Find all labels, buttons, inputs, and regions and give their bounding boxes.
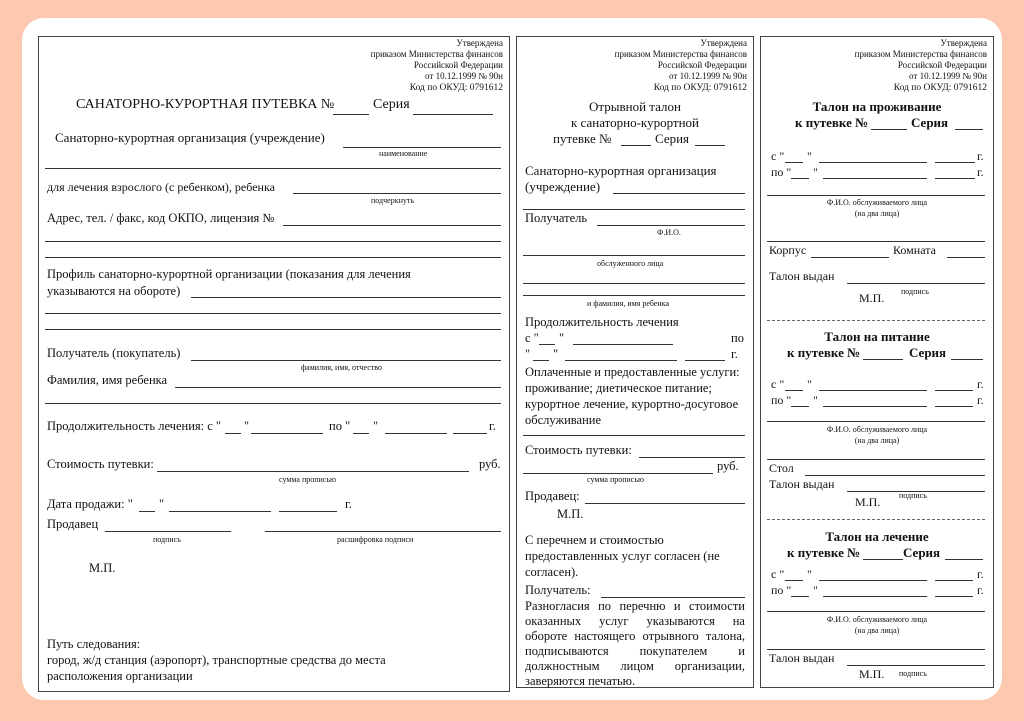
stub-disagreement-note: Разногласия по перечню и стоимости оказанных услуг указываются на обороте настоящего отрывного талона, подписываются покупателем и должностным лицом организации, заверяются печатью. xyxy=(525,599,745,688)
living-to-month[interactable] xyxy=(823,178,927,179)
voucher-series-field[interactable] xyxy=(413,114,493,115)
caption-sign: подпись xyxy=(153,535,181,544)
org-field-2[interactable] xyxy=(45,168,501,169)
living-issued-field[interactable] xyxy=(847,283,985,284)
living-number-field[interactable] xyxy=(871,129,907,130)
coupons-panel xyxy=(760,36,994,688)
seller-label: Продавец xyxy=(47,517,99,531)
profile-field-2[interactable] xyxy=(45,313,501,314)
org-label: Санаторно-курортная организация (учреждение) xyxy=(55,130,325,145)
treatment-fio-field[interactable] xyxy=(767,611,985,612)
stub-cost-field[interactable] xyxy=(639,457,745,458)
duration-to-year[interactable] xyxy=(453,433,487,434)
treatment-from-day[interactable] xyxy=(785,580,803,581)
org-field[interactable] xyxy=(343,147,501,148)
from-label: с " xyxy=(771,377,785,391)
caption-fio: Ф.И.О. обслуживаемого лица xyxy=(826,198,928,207)
stub-org-field[interactable] xyxy=(613,193,745,194)
stub-paid-3: курортное лечение, курортно-досуговое xyxy=(525,397,739,411)
treatment-label: для лечения взрослого (с ребенком), ребенка xyxy=(47,180,275,194)
living-stamp-place: М.П. xyxy=(859,291,885,305)
food-fio-field[interactable] xyxy=(767,421,985,422)
stub-cost-field-2[interactable] xyxy=(523,473,713,474)
child-label: Фамилия, имя ребенка xyxy=(47,373,168,387)
from-label: с " xyxy=(771,567,785,581)
to-label: по " xyxy=(771,165,792,179)
stub-series-label: Серия xyxy=(655,131,690,146)
food-series-field[interactable] xyxy=(951,359,983,360)
rub-label: руб. xyxy=(479,457,501,471)
stub-to-year[interactable] xyxy=(685,360,725,361)
treatment-stamp-place: М.П. xyxy=(859,667,885,681)
voucher-title: САНАТОРНО-КУРОРТНАЯ ПУТЕВКА № xyxy=(76,97,335,112)
quote: " xyxy=(159,497,165,511)
year-suffix: г. xyxy=(977,583,984,597)
duration-to-label: по " xyxy=(329,419,351,433)
caption-sum: сумма прописью xyxy=(279,475,336,484)
voucher-series-label: Серия xyxy=(373,97,410,112)
food-stamp-place: М.П. xyxy=(855,495,881,509)
duration-to-day[interactable] xyxy=(353,433,369,434)
sale-date-day[interactable] xyxy=(139,511,155,512)
stub-recipient-field[interactable] xyxy=(597,225,745,226)
komnata-field[interactable] xyxy=(947,257,985,258)
duration-to-month[interactable] xyxy=(385,433,447,434)
address-field[interactable] xyxy=(283,225,501,226)
okud-code: Код по ОКУД: 0791612 xyxy=(893,83,987,93)
treatment-coupon-title: Талон на лечение xyxy=(825,529,929,544)
caption-sum: сумма прописью xyxy=(587,475,644,484)
okud-code: Код по ОКУД: 0791612 xyxy=(653,83,747,93)
stub-seller-field[interactable] xyxy=(585,503,745,504)
stub-rub-label: руб. xyxy=(717,459,739,473)
quote: " xyxy=(244,419,250,433)
stub-recipient-field-2[interactable] xyxy=(523,255,745,256)
cost-field[interactable] xyxy=(157,471,469,472)
caption-decode: расшифровка подписи xyxy=(337,535,414,544)
caption-sign: подпись xyxy=(899,491,927,500)
stub-title-1: Отрывной талон xyxy=(589,99,681,114)
quote: " xyxy=(373,419,379,433)
stub-number-label: путевке № xyxy=(553,131,612,146)
year-suffix: г. xyxy=(977,567,984,581)
quote: " xyxy=(525,347,531,361)
stub-recipient-field-3[interactable] xyxy=(523,283,745,284)
caption-served: обслуженного лица xyxy=(597,259,664,268)
caption-two: (на два лица) xyxy=(854,209,900,218)
treatment-series-field[interactable] xyxy=(945,559,983,560)
seller-sign-field[interactable] xyxy=(105,531,231,532)
quote: " xyxy=(807,567,812,581)
living-fio-field[interactable] xyxy=(767,195,985,196)
living-from-year[interactable] xyxy=(935,162,975,163)
child-field[interactable] xyxy=(175,387,501,388)
komnata-label: Комната xyxy=(893,243,936,257)
quote: " xyxy=(559,331,565,345)
profile-field-3[interactable] xyxy=(45,329,501,330)
stub-panel xyxy=(516,36,754,688)
living-to-day[interactable] xyxy=(791,178,809,179)
stub-duration-label: Продолжительность лечения xyxy=(525,315,679,329)
food-fio-field-2[interactable] xyxy=(767,459,985,460)
food-issued-label: Талон выдан xyxy=(769,477,835,491)
stub-paid-2: проживание; диетическое питание; xyxy=(525,381,712,395)
living-voucher-label: к путевке № xyxy=(795,115,869,130)
treatment-fio-field-2[interactable] xyxy=(767,649,985,650)
stub-paid-4: обслуживание xyxy=(525,413,602,427)
quote: " xyxy=(807,149,812,163)
stub-agree-2: предоставленных услуг согласен (не xyxy=(525,549,720,563)
stub-stamp-place: М.П. xyxy=(557,507,584,521)
stub-org-label-2: (учреждение) xyxy=(525,179,601,194)
treatment-issued-field[interactable] xyxy=(847,665,985,666)
profile-label-1: Профиль санаторно-курортной организации (показания для лечения xyxy=(47,267,411,281)
stub-to-label: по xyxy=(731,331,744,345)
living-to-year[interactable] xyxy=(935,178,975,179)
duration-label: Продолжительность лечения: с " xyxy=(47,419,222,433)
year-suffix: г. xyxy=(977,165,984,179)
voucher-number-field[interactable] xyxy=(333,114,369,115)
tear-line-2 xyxy=(767,519,985,520)
recipient-field[interactable] xyxy=(191,360,501,361)
quote: " xyxy=(813,583,818,597)
living-fio-field-2[interactable] xyxy=(767,241,985,242)
caption-fio: Ф.И.О. обслуживаемого лица xyxy=(826,615,928,624)
treatment-to-day[interactable] xyxy=(791,596,809,597)
from-label: с " xyxy=(771,149,785,163)
living-issued-label: Талон выдан xyxy=(769,269,835,283)
food-coupon-title: Талон на питание xyxy=(824,329,930,344)
food-from-year[interactable] xyxy=(935,390,973,391)
cost-label: Стоимость путевки: xyxy=(47,457,154,471)
sale-date-year[interactable] xyxy=(279,511,337,512)
stub-agree-3: согласен). xyxy=(525,565,579,579)
duration-from-day[interactable] xyxy=(225,433,241,434)
background-card xyxy=(22,18,1002,700)
stub-recipient-label: Получатель xyxy=(525,211,588,225)
okud-code: Код по ОКУД: 0791612 xyxy=(409,83,503,93)
caption-two: (на два лица) xyxy=(854,436,900,445)
food-number-field[interactable] xyxy=(863,359,903,360)
caption-sign: подпись xyxy=(901,287,929,296)
approval-note: Утверждена приказом Министерства финансов Российской Федерации от 10.12.1999 № 90н xyxy=(370,38,503,81)
quote: " xyxy=(813,393,818,407)
stub-paid-field[interactable] xyxy=(523,435,745,436)
table-field[interactable] xyxy=(805,475,985,476)
treatment-number-field[interactable] xyxy=(863,559,903,560)
stub-to-month[interactable] xyxy=(565,360,677,361)
year-suffix: г. xyxy=(731,347,738,361)
route-label-2: город, ж/д станция (аэропорт), транспортные средства до места xyxy=(47,653,386,667)
living-coupon-title: Талон на проживание xyxy=(812,99,942,114)
korpus-label: Корпус xyxy=(769,243,807,257)
profile-label-2: указываются на обороте) xyxy=(47,284,181,298)
sale-date-label: Дата продажи: " xyxy=(47,497,133,511)
stub-number-field[interactable] xyxy=(621,145,651,146)
year-suffix: г. xyxy=(977,393,984,407)
caption-sign: подпись xyxy=(899,669,927,678)
treatment-to-year[interactable] xyxy=(935,596,973,597)
caption-family: и фамилия, имя ребенка xyxy=(587,299,669,308)
duration-from-month[interactable] xyxy=(251,433,323,434)
quote: " xyxy=(813,165,818,179)
route-label-1: Путь следования: xyxy=(47,637,141,651)
stub-agree-1: С перечнем и стоимостью xyxy=(525,533,664,547)
treatment-issued-label: Талон выдан xyxy=(769,651,835,665)
from-label: с " xyxy=(525,331,539,345)
stub-recipient2-field[interactable] xyxy=(601,597,745,598)
caption-underline: подчеркнуть xyxy=(371,196,415,205)
living-series-field[interactable] xyxy=(955,129,983,130)
caption-fio: фамилия, имя, отчество xyxy=(301,363,382,372)
year-suffix: г. xyxy=(489,419,496,433)
year-suffix: г. xyxy=(977,377,984,391)
stub-paid-1: Оплаченные и предоставленные услуги: xyxy=(525,365,740,379)
food-to-month[interactable] xyxy=(823,406,927,407)
sale-date-month[interactable] xyxy=(169,511,271,512)
stamp-place: М.П. xyxy=(89,561,116,575)
approval-note: Утверждена приказом Министерства финансов Российской Федерации от 10.12.1999 № 90н xyxy=(614,38,747,81)
treatment-from-year[interactable] xyxy=(935,580,973,581)
caption-fio: Ф.И.О. xyxy=(657,228,681,237)
to-label: по " xyxy=(771,583,792,597)
table-label: Стол xyxy=(769,461,794,475)
profile-field[interactable] xyxy=(191,297,501,298)
korpus-field[interactable] xyxy=(811,257,889,258)
caption-name: наименование xyxy=(379,149,428,158)
child-field-2[interactable] xyxy=(45,403,501,404)
voucher-panel xyxy=(38,36,510,692)
address-field-3[interactable] xyxy=(45,257,501,258)
tear-line-1 xyxy=(767,320,985,321)
year-suffix: г. xyxy=(977,149,984,163)
to-label: по " xyxy=(771,393,792,407)
treatment-from-month[interactable] xyxy=(819,580,927,581)
stub-to-day[interactable] xyxy=(533,360,549,361)
stub-from-month[interactable] xyxy=(573,344,673,345)
stub-cost-label: Стоимость путевки: xyxy=(525,443,632,457)
stub-title-2: к санаторно-курортной xyxy=(570,115,699,130)
caption-fio: Ф.И.О. обслуживаемого лица xyxy=(826,425,928,434)
stub-from-day[interactable] xyxy=(539,344,555,345)
food-voucher-label: к путевке № xyxy=(787,345,861,360)
quote: " xyxy=(553,347,559,361)
food-to-day[interactable] xyxy=(791,406,809,407)
food-series-label: Серия xyxy=(909,345,947,360)
stub-seller-label: Продавец: xyxy=(525,489,580,503)
living-from-day[interactable] xyxy=(785,162,803,163)
stub-recipient-field-4[interactable] xyxy=(523,295,745,296)
stub-org-field-2[interactable] xyxy=(523,209,745,210)
address-label: Адрес, тел. / факс, код ОКПО, лицензия № xyxy=(47,211,275,225)
treatment-field[interactable] xyxy=(293,193,501,194)
living-from-month[interactable] xyxy=(819,162,927,163)
treatment-series-label: Серия xyxy=(903,545,941,560)
seller-decode-field[interactable] xyxy=(265,531,501,532)
caption-two: (на два лица) xyxy=(854,626,900,635)
food-from-day[interactable] xyxy=(785,390,803,391)
food-from-month[interactable] xyxy=(819,390,927,391)
treatment-voucher-label: к путевке № xyxy=(787,545,861,560)
treatment-to-month[interactable] xyxy=(823,596,927,597)
quote: " xyxy=(807,377,812,391)
recipient-label: Получатель (покупатель) xyxy=(47,346,181,360)
living-series-label: Серия xyxy=(911,115,949,130)
stub-series-field[interactable] xyxy=(695,145,725,146)
year-suffix: г. xyxy=(345,497,352,511)
address-field-2[interactable] xyxy=(45,241,501,242)
food-to-year[interactable] xyxy=(935,406,973,407)
stub-org-label-1: Санаторно-курортная организация xyxy=(525,163,717,178)
approval-note: Утверждена приказом Министерства финансов Российской Федерации от 10.12.1999 № 90н xyxy=(854,38,987,81)
route-label-3: расположения организации xyxy=(47,669,193,683)
stub-recipient2-label: Получатель: xyxy=(525,583,591,597)
